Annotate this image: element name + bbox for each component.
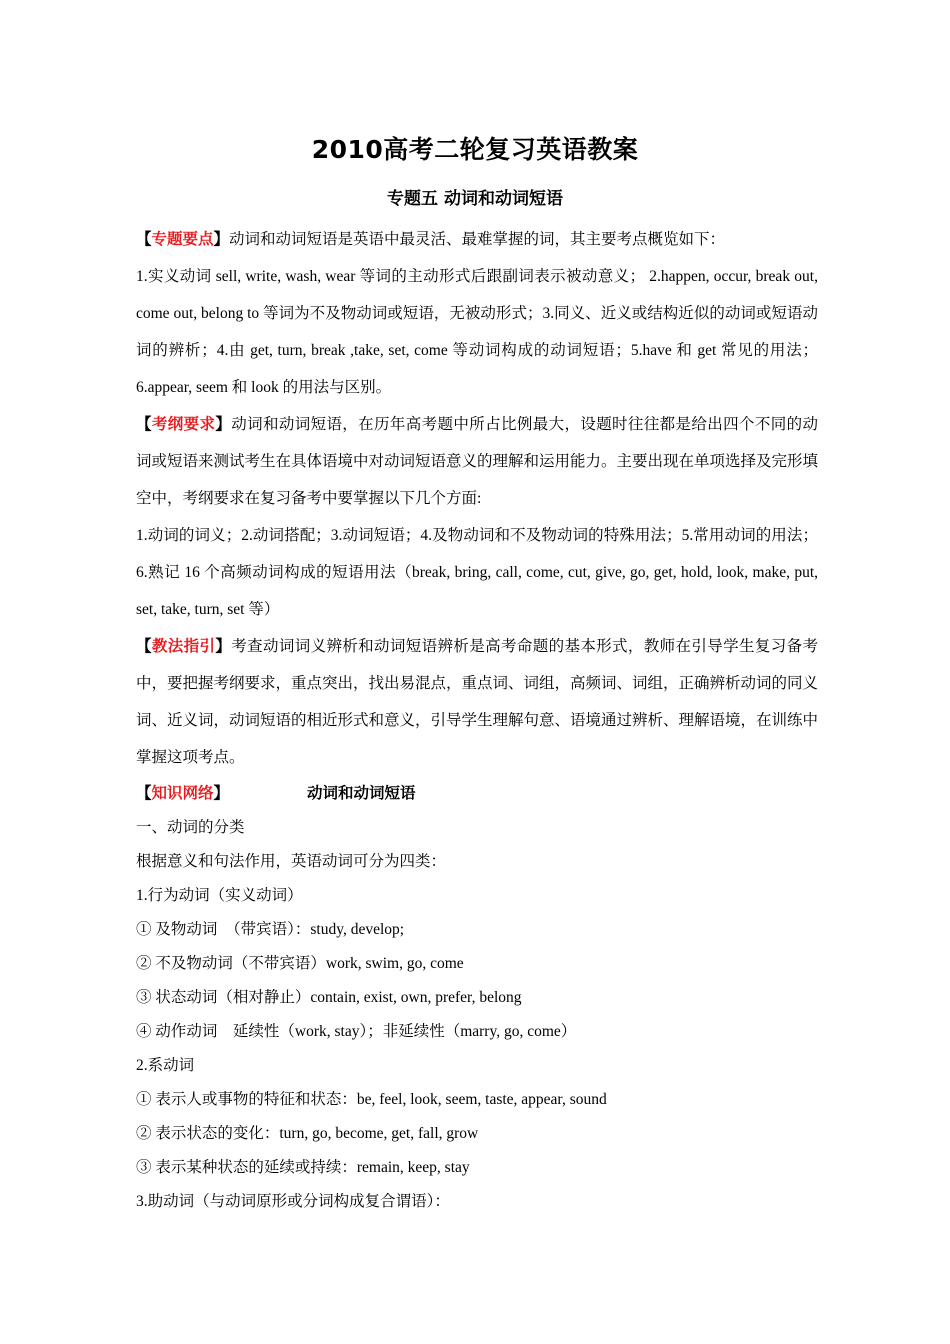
section-text: 动词和动词短语，在历年高考题中所占比例最大，设题时往往都是给出四个不同的动词或短语来测试考生在具体语境中对动词短语意义的理解和运用能力。主要出现在单项选择及完形填空中，考纲要求在复习备考中要掌握以下几个方面: [136,416,819,507]
list-item: 2.系动词 [136,1057,195,1074]
section-intro: 动词和动词短语是英语中最灵活、最难掌握的词，其主要考点概览如下： [229,231,726,248]
section-tag-label: 知识网络 [151,784,214,802]
list-item: 1.行为动词（实义动词） [136,887,303,904]
section-text: 考查动词词义辨析和动词短语辨析是高考命题的基本形式，教师在引导学生复习备考中，要把握考纲要求，重点突出，找出易混点，重点词、词组，高频词、词组，正确辨析动词的同义词、近义词，动词短语的相近形式和意义，引导学生理解句意、语境通过辨析、理解语境，在训练中掌握这项考点。 [136,638,819,766]
list-item: ② 不及物动词（不带宾语）work, swim, go, come [136,955,464,972]
section-key-points [136,221,818,406]
section-text: 1.实义动词 sell, write, wash, wear 等词的主动形式后跟副词表示被动意义； 2.happen, occur, break out, come out, belong to 等词为不及物动词或短语，无被动形式；3.同义、近义或结构近似的动词或短语动词的辨析；4.由 get, turn, break ,take, set, come 等动词构成的动词短语；5.have 和 get 常见的用法；6.appear, seem 和 look 的用法与区别。 [136,268,818,396]
section-tag: 【教法指引】 [136,637,232,655]
section-tag: 【知识网络】 [136,784,230,802]
section-syllabus [136,406,818,517]
list-item: 3.助动词（与动词原形或分词构成复合谓语）： [136,1193,450,1210]
list-item: ④ 动作动词 延续性（work, stay）；非延续性（marry, go, come） [136,1023,577,1040]
knowledge-network-heading: 动词和动词短语 [307,784,416,802]
list-item: ③ 表示某种状态的延续或持续：remain, keep, stay [136,1159,470,1176]
section-syllabus-list: 1.动词的词义；2.动词搭配；3.动词短语；4.及物动词和不及物动词的特殊用法；5.常用动词的用法；6.熟记 16 个高频动词构成的短语用法（break, bring, call, come, cut, give, go, get, hold, look, make, put, set, take, turn, set 等） [136,527,818,618]
document-body [136,221,818,1219]
document-subtitle: 专题五 动词和动词短语 [387,189,563,209]
section-tag: 【专题要点】 [136,230,230,248]
list-item: ③ 状态动词（相对静止）contain, exist, own, prefer, belong [136,989,522,1006]
list-item: ① 及物动词 （带宾语）：study, develop; [136,921,405,938]
section-tag: 【考纲要求】 [136,415,232,433]
list-item: ① 表示人或事物的特征和状态：be, feel, look, seem, taste, appear, sound [136,1091,607,1108]
document-title: 2010高考二轮复习英语教案 [311,135,639,164]
section-tag-label: 专题要点 [151,230,214,248]
section-knowledge-network [136,776,818,811]
section-tag-label: 教法指引 [151,637,216,655]
knowledge-list [136,811,818,1219]
list-item: 一、动词的分类 [136,819,245,836]
list-item: ② 表示状态的变化：turn, go, become, get, fall, grow [136,1125,479,1142]
section-teaching-guide [136,628,818,776]
list-item: 根据意义和句法作用，英语动词可分为四类： [136,853,447,870]
section-tag-label: 考纲要求 [151,415,216,433]
